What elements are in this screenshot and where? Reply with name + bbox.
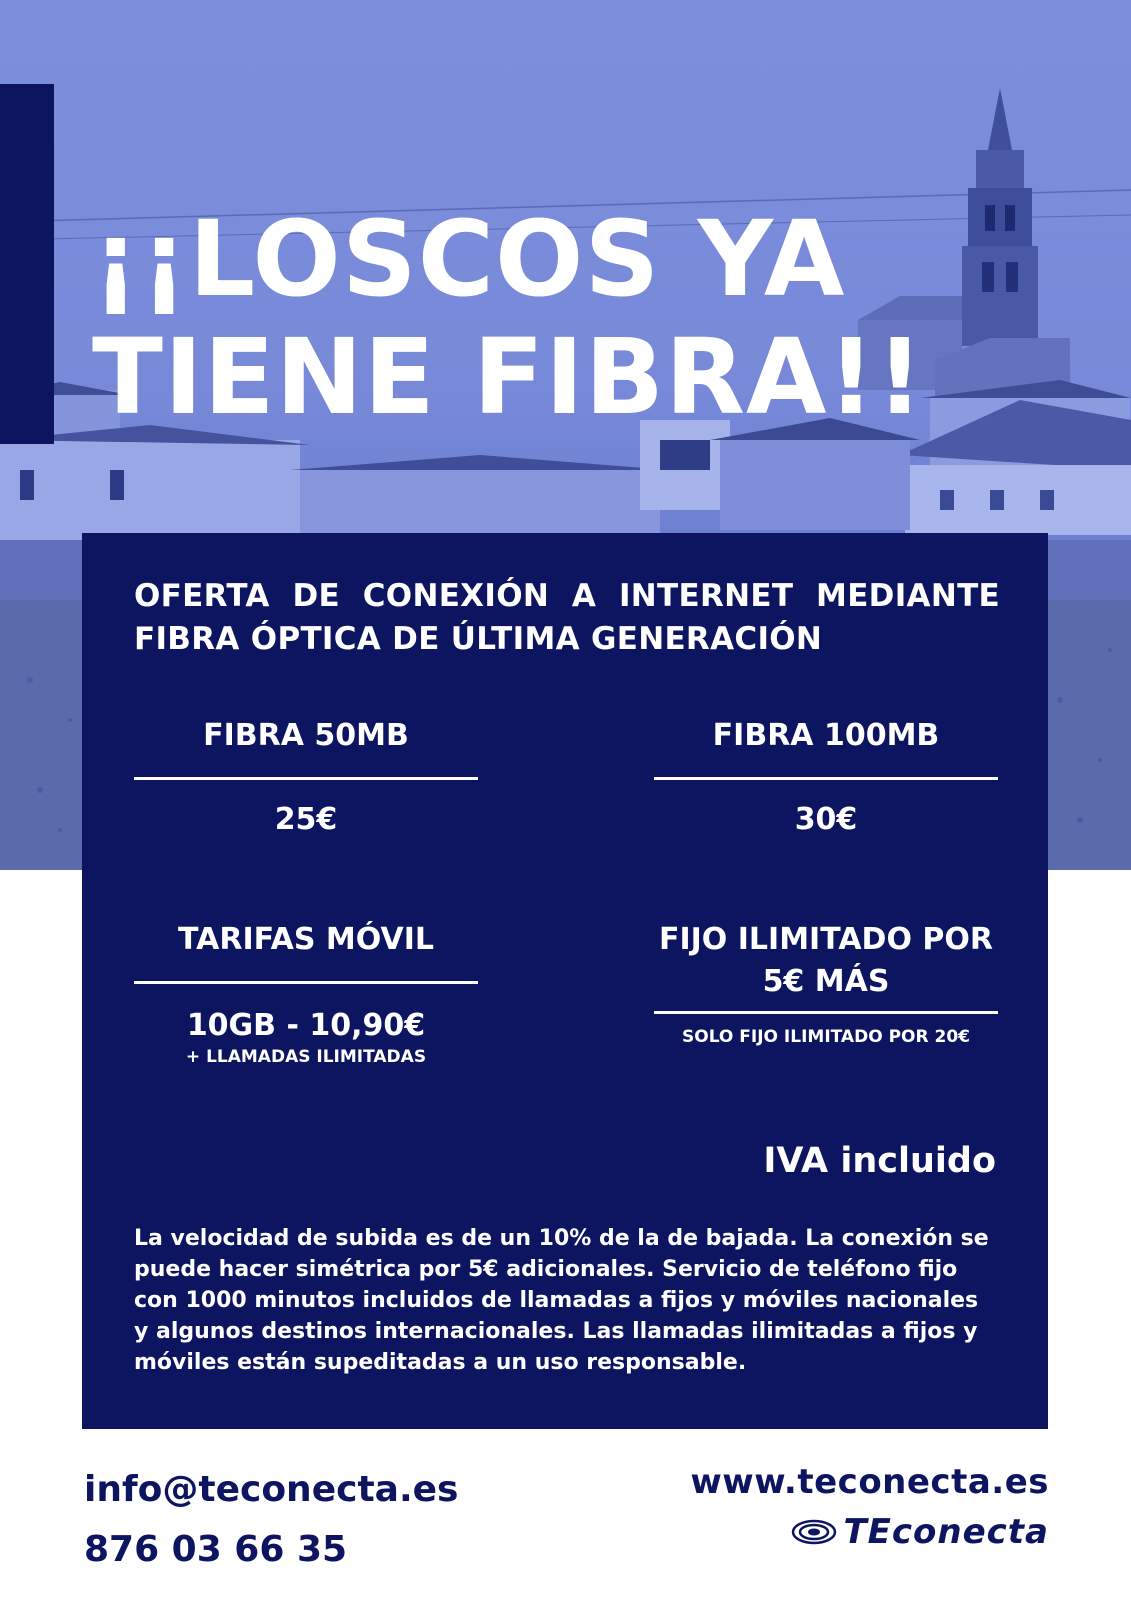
headline xyxy=(92,200,992,436)
contact-details xyxy=(84,1460,458,1580)
plan-tarifas-movil xyxy=(134,919,478,1068)
offer-panel xyxy=(82,533,1048,1429)
brand-logo xyxy=(690,1514,1049,1550)
email-link[interactable]: info@teconecta.es xyxy=(84,1469,459,1510)
plan-price: 30€ xyxy=(794,802,858,837)
plan-note: SOLO FIJO ILIMITADO POR 20€ xyxy=(682,1027,970,1047)
brand-logo-text: TEconecta xyxy=(843,1512,1049,1552)
plan-price: 10GB - 10,90€ xyxy=(186,1008,426,1043)
plan-fibra-50 xyxy=(134,715,478,840)
plan-divider xyxy=(134,981,478,984)
vat-included-label: IVA incluido xyxy=(763,1141,996,1181)
headline-line-2: TIENE FIBRA!! xyxy=(92,316,925,438)
plan-title: FIBRA 100MB xyxy=(712,718,940,753)
fine-print: La velocidad de subida es de un 10% de la de bajada. La conexión se puede hacer simétrica por 5€ adicionales. Servicio de teléfono fijo con 1000 minutos incluidos de llamadas a fijos y móviles nacionales y algunos destinos internacionales. Las llamadas ilimitadas a fijos y móviles están supeditadas a un uso responsable. xyxy=(134,1226,989,1375)
plan-title: FIJO ILIMITADO POR 5€ MÁS xyxy=(658,922,993,999)
offer-intro: OFERTA DE CONEXIÓN A INTERNET MEDIANTE FIBRA ÓPTICA DE ÚLTIMA GENERACIÓN xyxy=(134,578,1000,657)
plan-price: 25€ xyxy=(274,802,338,837)
phone-number[interactable]: 876 03 66 35 xyxy=(84,1529,348,1570)
plan-divider xyxy=(134,777,478,780)
plan-divider xyxy=(654,1011,998,1014)
headline-line-1: ¡¡LOSCOS YA xyxy=(92,198,846,320)
plan-note: + LLAMADAS ILIMITADAS xyxy=(185,1047,427,1067)
side-accent-bar xyxy=(0,84,54,444)
signal-waves-icon xyxy=(791,1519,837,1545)
brand-block xyxy=(690,1460,1049,1550)
plan-title: TARIFAS MÓVIL xyxy=(178,922,434,957)
plan-divider xyxy=(654,777,998,780)
website-link[interactable]: www.teconecta.es xyxy=(690,1462,1049,1502)
plan-title: FIBRA 50MB xyxy=(203,718,409,753)
plan-fibra-100 xyxy=(654,715,998,840)
plan-fijo-ilimitado xyxy=(654,919,998,1048)
